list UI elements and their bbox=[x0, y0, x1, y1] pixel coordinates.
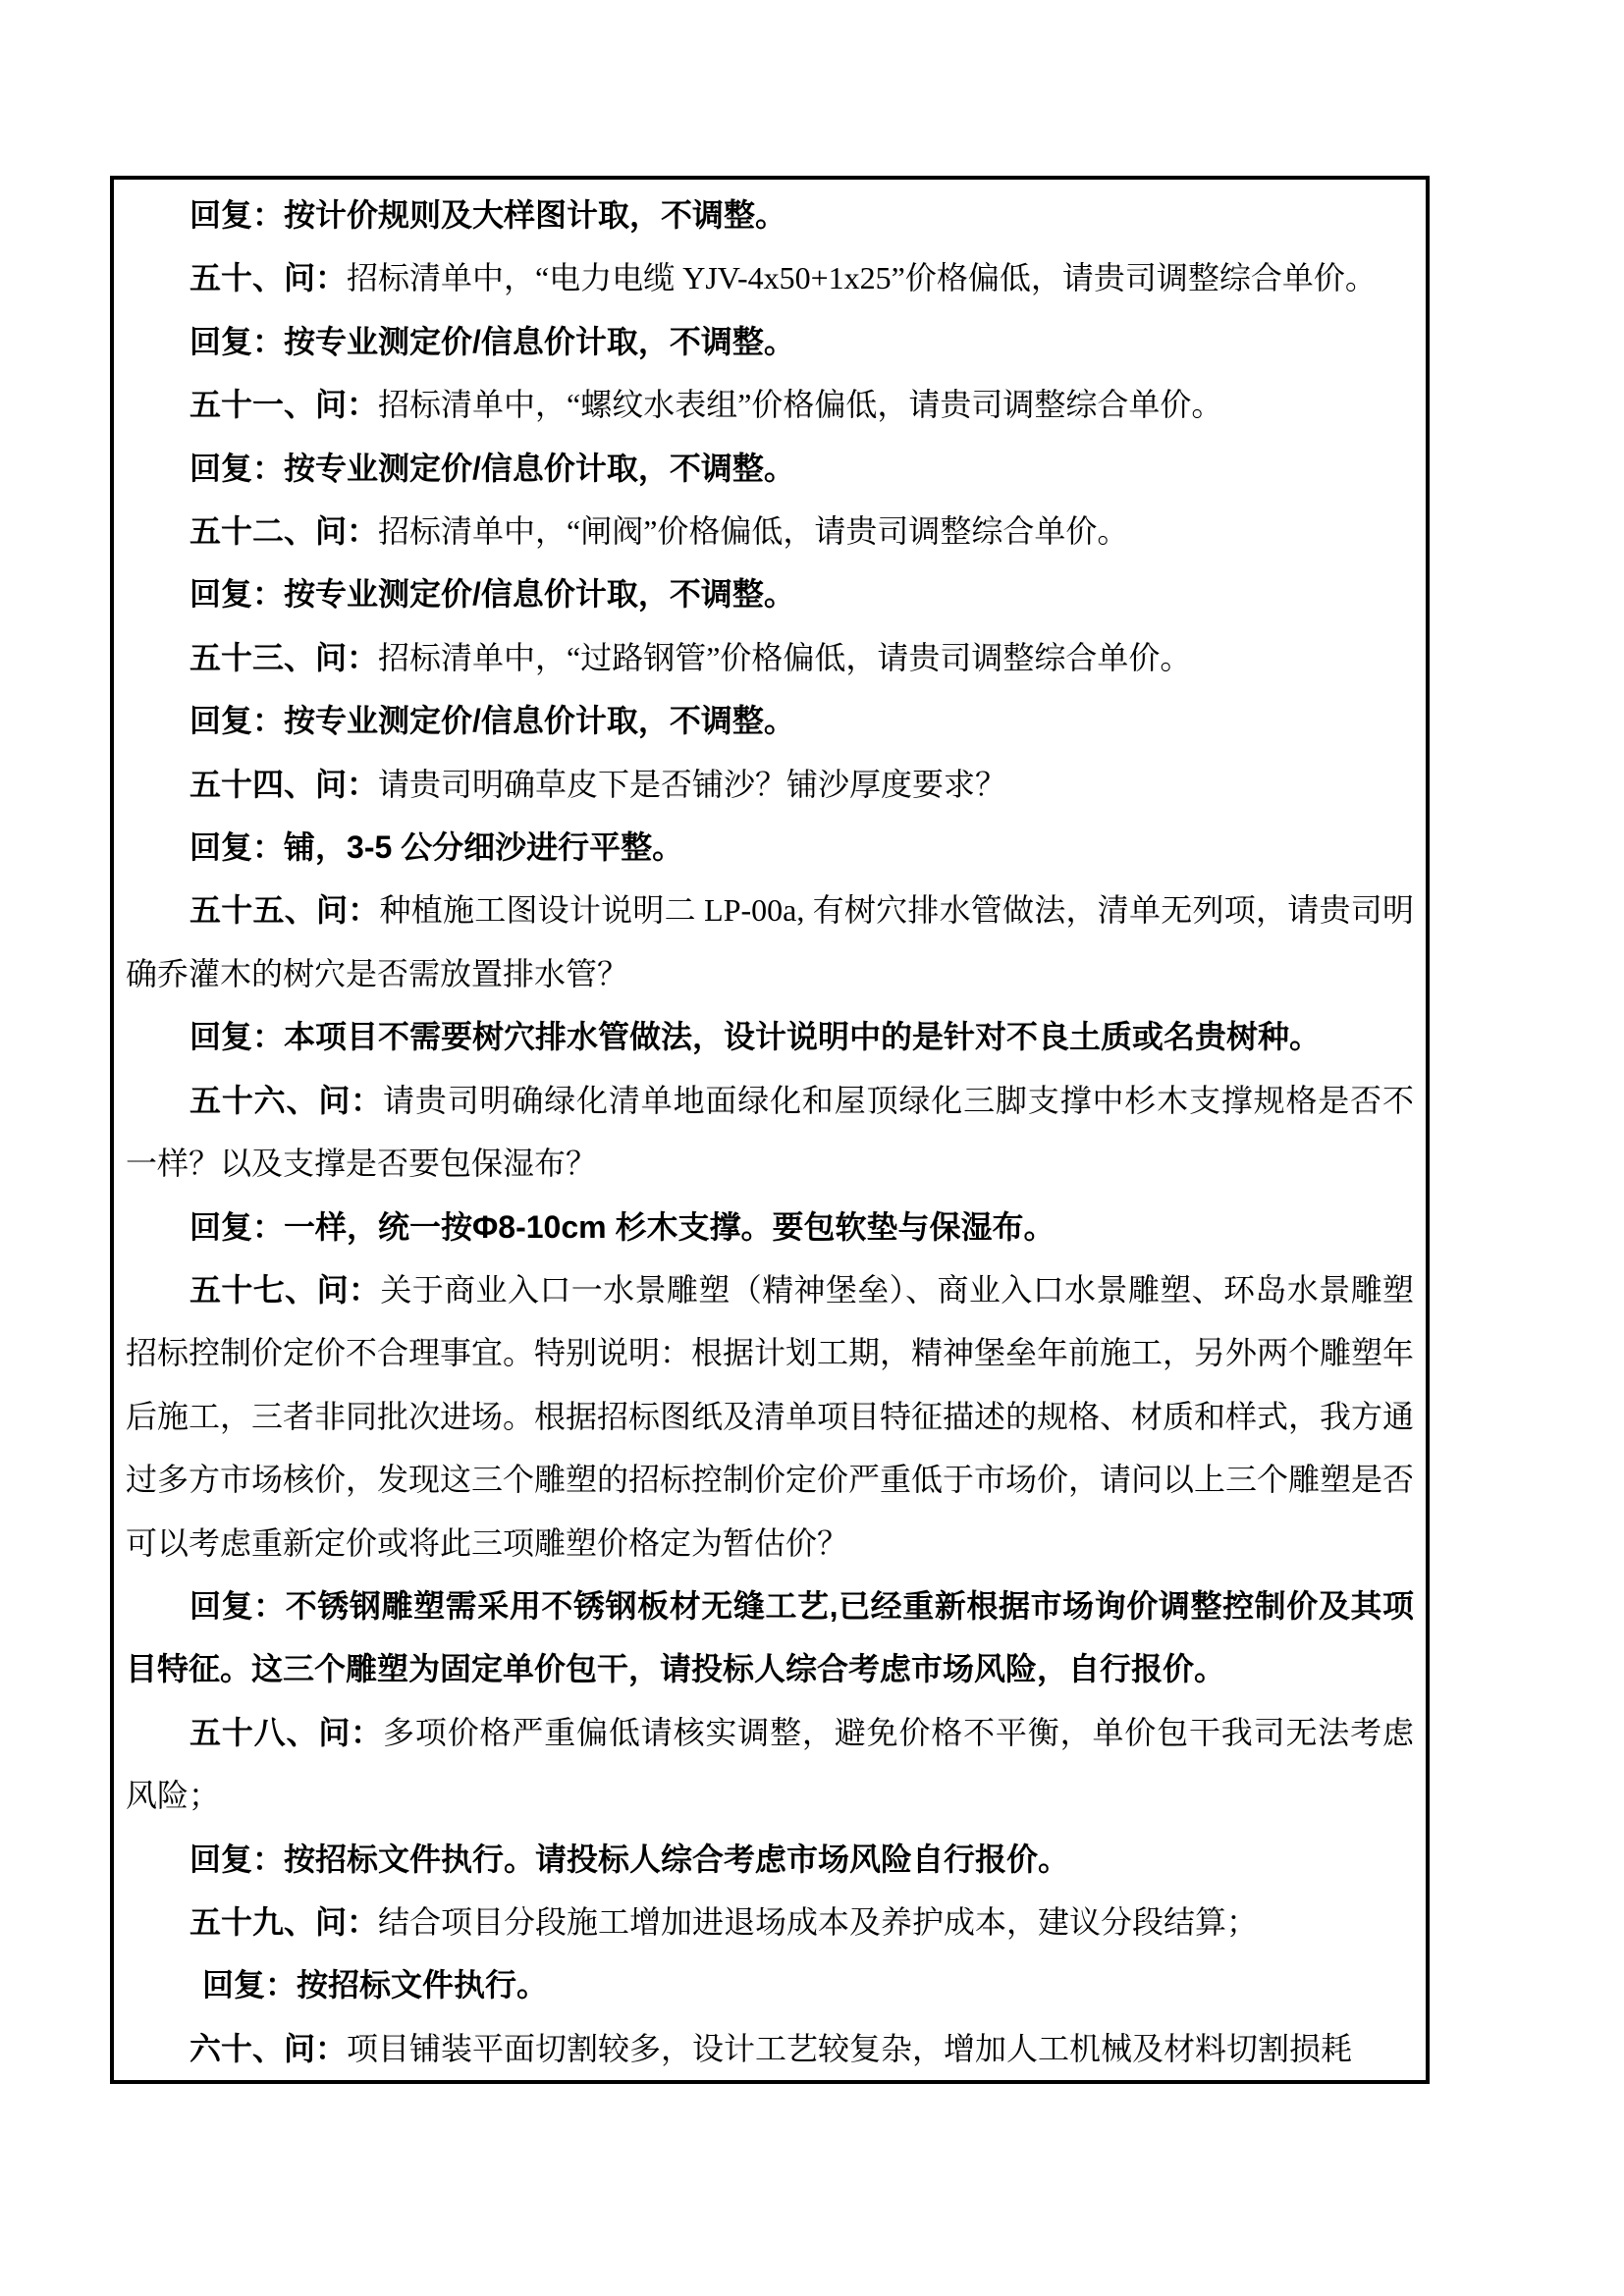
qa-paragraph bbox=[126, 626, 1414, 689]
paragraph-body: 按专业测定价/信息价计取，不调整。 bbox=[284, 703, 795, 739]
paragraph-body: 一样，统一按Φ8-10cm 杉木支撑。要包软垫与保湿布。 bbox=[284, 1208, 1056, 1245]
paragraph-lead: 回复： bbox=[189, 197, 285, 233]
paragraph-lead: 五十九、问： bbox=[189, 1903, 379, 1940]
paragraph-lead: 回复： bbox=[189, 323, 285, 359]
paragraph-lead: 回复： bbox=[189, 576, 285, 613]
paragraph-lead: 回复： bbox=[202, 1967, 298, 2003]
qa-paragraph bbox=[126, 500, 1414, 562]
paragraph-lead: 五十六、问： bbox=[189, 1082, 384, 1118]
paragraph-lead: 五十二、问： bbox=[189, 513, 379, 550]
paragraph-body: 关于商业入口一水景雕塑（精神堡垒）、商业入口水景雕塑、环岛水景雕塑招标控制价定价不合理事宜。特别说明：根据计划工期，精神堡垒年前施工，另外两个雕塑年后施工，三者非同批次进场。根据招标图纸及清单项目特征描述的规格、材质和样式，我方通过多方市场核价，发现这三个雕塑的招标控制价定价严重低于市场价，请问以上三个雕塑是否可以考虑重新定价或将此三项雕塑价格定为暂估价？ bbox=[126, 1271, 1415, 1561]
qa-paragraph bbox=[126, 1575, 1414, 1701]
paragraph-lead: 回复： bbox=[189, 703, 285, 739]
paragraph-body: 请贵司明确草皮下是否铺沙？铺沙厚度要求？ bbox=[378, 766, 1007, 802]
paragraph-body: 按专业测定价/信息价计取，不调整。 bbox=[284, 576, 795, 613]
qa-table-cell bbox=[110, 176, 1430, 2084]
paragraph-lead: 五十五、问： bbox=[189, 892, 380, 929]
paragraph-lead: 回复： bbox=[189, 1208, 285, 1245]
paragraph-body: 招标清单中，“螺纹水表组”价格偏低，请贵司调整综合单价。 bbox=[378, 387, 1223, 423]
paragraph-body: 按专业测定价/信息价计取，不调整。 bbox=[284, 323, 795, 359]
paragraph-body: 结合项目分段施工增加进退场成本及养护成本，建议分段结算； bbox=[378, 1903, 1259, 1940]
paragraph-body: 按招标文件执行。 bbox=[297, 1967, 549, 2003]
paragraph-lead: 五十四、问： bbox=[189, 766, 379, 802]
qa-paragraph bbox=[126, 879, 1414, 1005]
paragraph-lead: 六十、问： bbox=[189, 2030, 348, 2066]
paragraph-lead: 回复： bbox=[189, 1019, 285, 1055]
qa-paragraph bbox=[126, 1005, 1414, 1068]
paragraph-body: 铺，3-5 公分细沙进行平整。 bbox=[284, 829, 684, 866]
paragraph-body: 不锈钢雕塑需采用不锈钢板材无缝工艺,已经重新根据市场询价调整控制价及其项目特征。这三个雕塑为固定单价包干，请投标人综合考虑市场风险，自行报价。 bbox=[126, 1587, 1414, 1687]
paragraph-body: 按招标文件执行。请投标人综合考虑市场风险自行报价。 bbox=[284, 1841, 1070, 1877]
paragraph-lead: 五十、问： bbox=[189, 260, 348, 296]
paragraph-lead: 五十一、问： bbox=[189, 387, 379, 423]
qa-paragraph bbox=[126, 1891, 1414, 1953]
qa-paragraph bbox=[126, 562, 1414, 625]
qa-paragraph bbox=[126, 373, 1414, 436]
paragraph-body: 招标清单中，“过路钢管”价格偏低，请贵司调整综合单价。 bbox=[378, 639, 1192, 675]
qa-paragraph bbox=[126, 1258, 1414, 1575]
paragraph-lead: 五十三、问： bbox=[189, 639, 379, 675]
paragraph-lead: 回复： bbox=[189, 1841, 285, 1877]
paragraph-body: 请贵司明确绿化清单地面绿化和屋顶绿化三脚支撑中杉木支撑规格是否不一样？以及支撑是否要包保湿布？ bbox=[126, 1082, 1414, 1182]
qa-paragraph bbox=[126, 753, 1414, 816]
paragraph-body: 按专业测定价/信息价计取，不调整。 bbox=[284, 450, 795, 486]
qa-paragraph bbox=[126, 1828, 1414, 1891]
paragraph-lead: 回复： bbox=[189, 450, 285, 486]
qa-paragraph bbox=[126, 437, 1414, 500]
paragraph-lead: 五十七、问： bbox=[189, 1271, 381, 1308]
qa-paragraph bbox=[126, 310, 1414, 373]
paragraph-lead: 回复： bbox=[189, 829, 285, 866]
paragraph-body: 招标清单中，“电力电缆 YJV-4x50+1x25”价格偏低，请贵司调整综合单价。 bbox=[347, 260, 1377, 296]
qa-paragraph bbox=[126, 1196, 1414, 1258]
qa-paragraph bbox=[126, 1069, 1414, 1196]
qa-paragraph bbox=[126, 689, 1414, 752]
qa-paragraph bbox=[126, 184, 1414, 246]
paragraph-body: 多项价格严重偏低请核实调整，避免价格不平衡，单价包干我司无法考虑风险； bbox=[126, 1714, 1414, 1814]
qa-paragraph bbox=[126, 1701, 1414, 1828]
paragraph-body: 本项目不需要树穴排水管做法，设计说明中的是针对不良土质或名贵树种。 bbox=[284, 1019, 1322, 1055]
paragraph-lead: 回复： bbox=[189, 1587, 286, 1624]
paragraph-body: 种植施工图设计说明二 LP-00a, 有树穴排水管做法，清单无列项，请贵司明确乔灌木的树穴是否需放置排水管？ bbox=[126, 892, 1414, 991]
qa-paragraph bbox=[126, 2017, 1414, 2080]
paragraph-body: 项目铺装平面切割较多，设计工艺较复杂，增加人工机械及材料切割损耗 bbox=[347, 2030, 1353, 2066]
qa-paragraph bbox=[126, 816, 1414, 879]
qa-paragraph bbox=[126, 1953, 1414, 2016]
paragraph-body: 招标清单中，“闸阀”价格偏低，请贵司调整综合单价。 bbox=[378, 513, 1129, 550]
qa-paragraph bbox=[126, 246, 1414, 309]
paragraph-lead: 五十八、问： bbox=[189, 1714, 384, 1750]
paragraph-body: 按计价规则及大样图计取，不调整。 bbox=[284, 197, 787, 233]
